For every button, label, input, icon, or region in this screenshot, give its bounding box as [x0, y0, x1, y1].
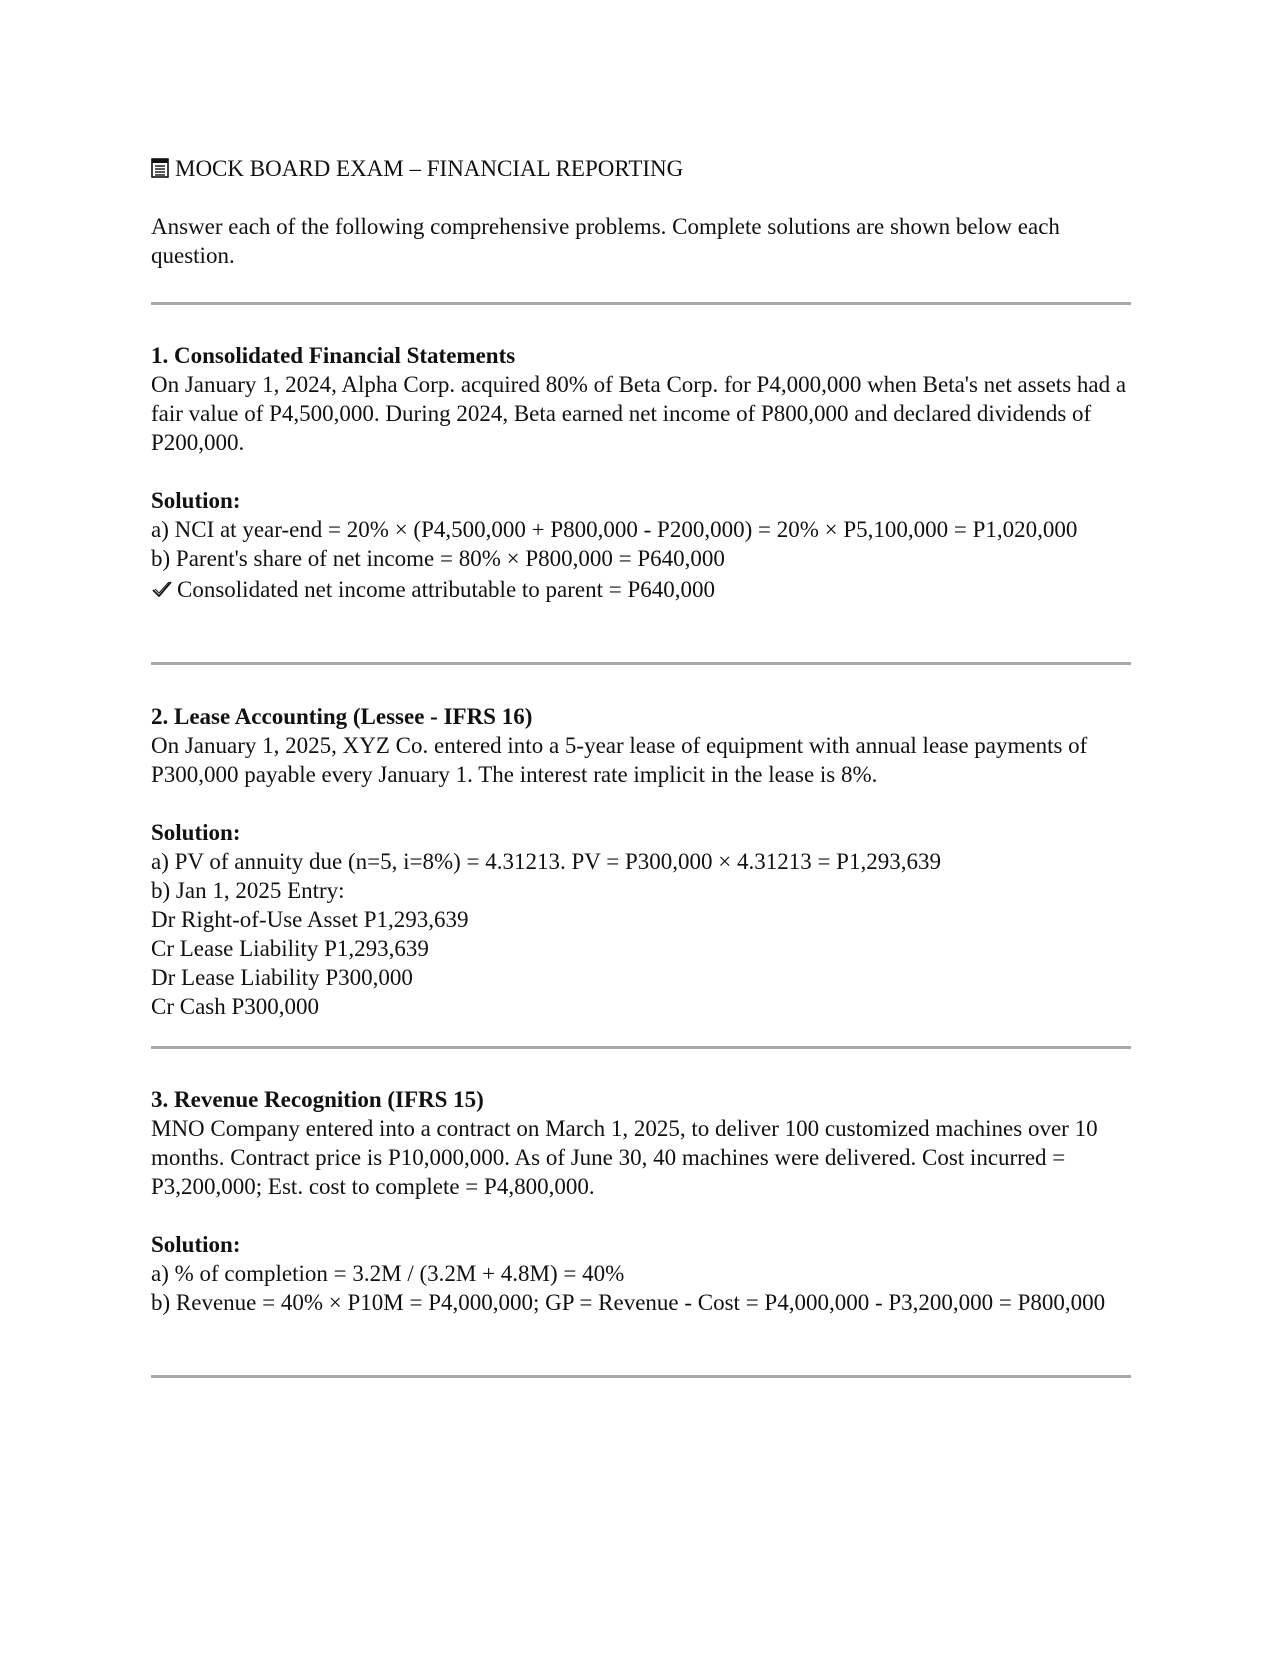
solution-line: a) NCI at year-end = 20% × (P4,500,000 + P800,000 - P200,000) = 20% × P5,100,000 = P1,020,000 — [151, 517, 1078, 542]
problem-heading: 2. Lease Accounting (Lessee - IFRS 16) — [151, 704, 533, 729]
problem-1 — [151, 341, 1141, 604]
solution-check-line — [151, 575, 1141, 604]
solution-line: Cr Cash P300,000 — [151, 994, 320, 1019]
divider — [151, 1375, 1131, 1378]
solution-line: b) Revenue = 40% × P10M = P4,000,000; GP = Revenue - Cost = P4,000,000 - P3,200,000 = P800,000 — [151, 1290, 1106, 1315]
solution-line: a) PV of annuity due (n=5, i=8%) = 4.31213. PV = P300,000 × 4.31213 = P1,293,639 — [151, 849, 941, 874]
intro-paragraph: Answer each of the following comprehensive problems. Complete solutions are shown below each question. — [151, 214, 1060, 268]
solution-line: Cr Lease Liability P1,293,639 — [151, 936, 429, 961]
problem-heading: 1. Consolidated Financial Statements — [151, 343, 516, 368]
check-line-text: Consolidated net income attributable to parent = P640,000 — [177, 577, 716, 602]
solution-line: b) Parent's share of net income = 80% × P800,000 = P640,000 — [151, 546, 725, 571]
divider — [151, 1046, 1131, 1049]
title-text: MOCK BOARD EXAM – FINANCIAL REPORTING — [175, 156, 684, 181]
solution-line: b) Jan 1, 2025 Entry: — [151, 878, 345, 903]
problem-body: MNO Company entered into a contract on March 1, 2025, to deliver 100 customized machines over 10 months. Contract price is P10,000,000. As of June 30, 40 machines were delivered. Cost incurred = P3,200,000; Est. cost to complete = P4,800,000. — [151, 1116, 1098, 1199]
solution-label: Solution: — [151, 1232, 241, 1257]
problem-2 — [151, 702, 1141, 1021]
document-icon — [151, 156, 169, 176]
problem-heading: 3. Revenue Recognition (IFRS 15) — [151, 1087, 484, 1112]
document-title — [151, 154, 683, 184]
divider — [151, 302, 1131, 305]
problem-body: On January 1, 2025, XYZ Co. entered into a 5-year lease of equipment with annual lease payments of P300,000 payable every January 1. The interest rate implicit in the lease is 8%. — [151, 733, 1088, 787]
problem-3 — [151, 1085, 1141, 1317]
solution-line: a) % of completion = 3.2M / (3.2M + 4.8M) = 40% — [151, 1261, 625, 1286]
solution-line: Dr Lease Liability P300,000 — [151, 965, 413, 990]
problem-body: On January 1, 2024, Alpha Corp. acquired 80% of Beta Corp. for P4,000,000 when Beta's net assets had a fair value of P4,500,000. During 2024, Beta earned net income of P800,000 and declared dividends of P200,000. — [151, 372, 1127, 455]
solution-label: Solution: — [151, 820, 241, 845]
checkmark-icon — [151, 577, 173, 597]
solution-line: Dr Right-of-Use Asset P1,293,639 — [151, 907, 469, 932]
solution-label: Solution: — [151, 488, 241, 513]
divider — [151, 662, 1131, 665]
